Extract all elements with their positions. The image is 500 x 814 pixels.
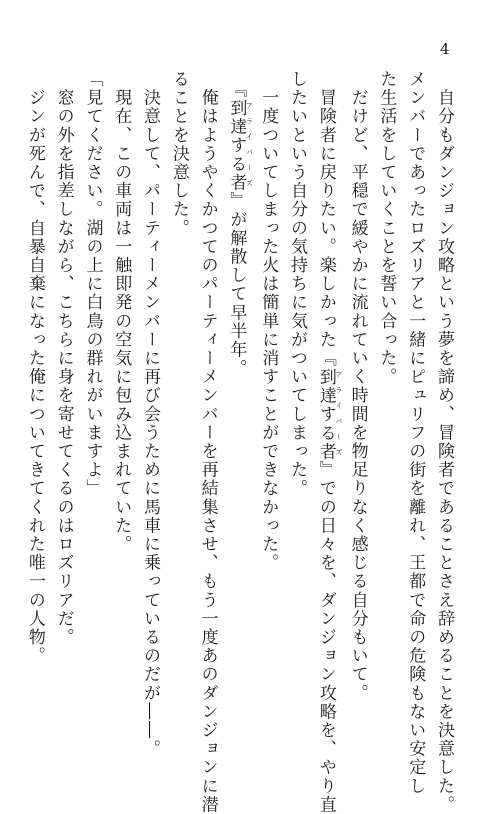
ruby-annotation: 到達する者 アライバーズ [226, 98, 254, 192]
text-line-2: メンバーであったロズリアと一緒にピュリフの街を離れ、王都で命の危険もない安定し [405, 70, 426, 796]
text-line-14: 「見てください。湖の上に白鳥の群れがいますよ」 [82, 70, 103, 498]
text-line-9: 俺はようやくかつてのパーティーメンバーを再結集させ、もう一度あのダンジョンに潜 [197, 70, 218, 814]
text-line-16: ジンが死んで、自暴自棄になった俺についてきてくれた唯一の人物。 [24, 70, 45, 666]
text-line-6: したいという自分の気持ちに気がついてしまった。 [287, 70, 308, 498]
text-line-8: 『到達する者 アライバーズ』が解散して早半年。 [226, 70, 254, 378]
text-line-15: 窓の外を指差しながら、こちらに身を寄せてくるのはロズリアだ。 [53, 70, 74, 647]
ruby-reading: アライバーズ [245, 98, 254, 192]
text-line-3: た生活をしていくことを誓い合った。 [376, 70, 397, 387]
text-line-13: 現在、この車両は一触即発の空気に包み込まれていた。 [111, 70, 132, 554]
text-line-1: 自分もダンジョン攻略という夢を諦め、冒険者であることさえ辞めることを決意した。 [434, 70, 454, 814]
text-line-7: 一度ついてしまった火は簡単に消すことができなかった。 [258, 70, 279, 573]
ruby-reading: アライバーズ [334, 367, 343, 461]
vertical-text-body [20, 70, 458, 814]
text-line-4: だけど、平穏で緩やかに流れていく時間を物足りなく感じる自分もいて。 [347, 70, 368, 703]
page-number: 4 [440, 40, 450, 58]
text-line-5: 冒険者に戻りたい。楽しかった『到達する者 アライバーズ』での日々を、ダンジョン攻略を、やり直 [315, 70, 343, 814]
ruby-annotation: 到達する者 アライバーズ [315, 367, 343, 461]
text-line-10: ることを決意した。 [168, 70, 189, 238]
text-line-11: 決意して、パーティーメンバーに再び会うために馬車に乗っているのだが――。 [140, 70, 161, 759]
